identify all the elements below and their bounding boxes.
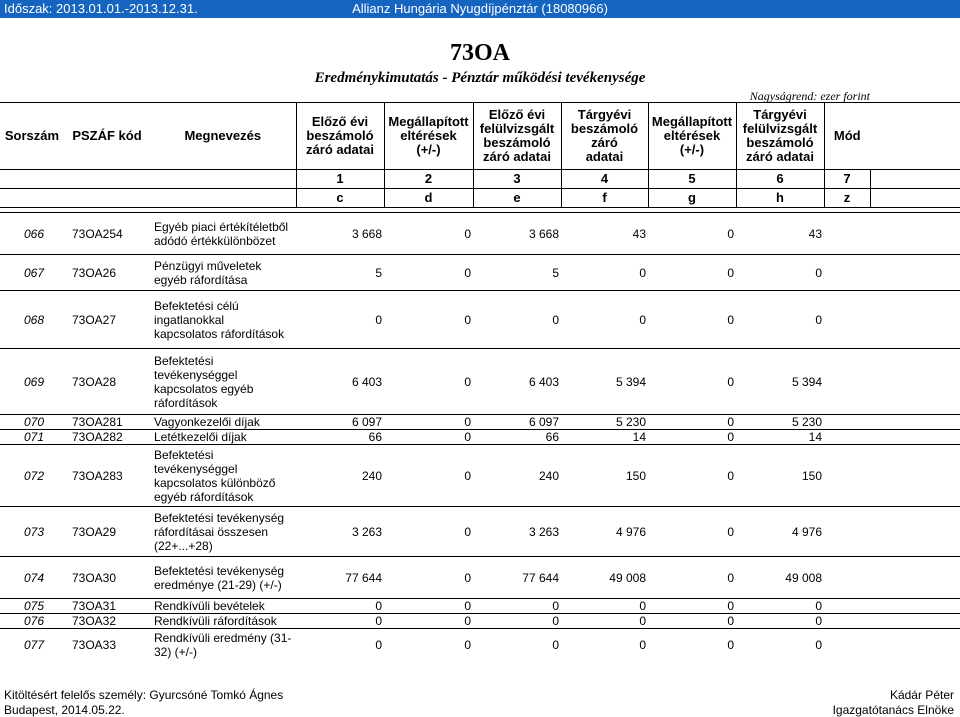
table-row bbox=[0, 349, 960, 415]
value-cell: 0 bbox=[736, 629, 824, 661]
row-name: Befektetési tevékenység ráfordításai összesen (22+...+28) bbox=[150, 507, 296, 557]
value-cell: 43 bbox=[736, 213, 824, 255]
col-number: 6 bbox=[736, 170, 824, 189]
col-header-diff-current: Megállapított eltérések (+/-) bbox=[648, 103, 736, 170]
row-name: Letétkezelői díjak bbox=[150, 430, 296, 445]
value-cell: 14 bbox=[561, 430, 648, 445]
value-cell: 5 bbox=[473, 255, 561, 291]
row-name: Rendkívüli bevételek bbox=[150, 599, 296, 614]
value-cell: 4 976 bbox=[561, 507, 648, 557]
row-code: 73OA26 bbox=[64, 255, 150, 291]
row-name: Rendkívüli eredmény (31- 32) (+/-) bbox=[150, 629, 296, 661]
row-name: Befektetési tevékenységgel kapcsolatos különböző egyéb ráfordítások bbox=[150, 445, 296, 507]
responsible-person: Kitöltésért felelős személy: Gyurcsóné Tomkó Ágnes bbox=[4, 688, 284, 702]
row-code: 73OA283 bbox=[64, 445, 150, 507]
value-cell: 0 bbox=[473, 291, 561, 349]
value-cell: 0 bbox=[736, 614, 824, 629]
place-and-date: Budapest, 2014.05.22. bbox=[4, 703, 125, 717]
value-cell: 6 403 bbox=[473, 349, 561, 415]
value-cell: 0 bbox=[384, 629, 473, 661]
value-cell: 0 bbox=[384, 445, 473, 507]
row-code: 73OA27 bbox=[64, 291, 150, 349]
value-cell: 0 bbox=[648, 507, 736, 557]
col-number: 1 bbox=[296, 170, 384, 189]
value-cell: 0 bbox=[648, 445, 736, 507]
value-cell: 0 bbox=[384, 291, 473, 349]
unit-label: Nagyságrend: ezer forint bbox=[749, 89, 870, 103]
value-cell: 0 bbox=[648, 599, 736, 614]
header-spacer bbox=[870, 103, 960, 170]
value-cell: 3 263 bbox=[473, 507, 561, 557]
table-row bbox=[0, 599, 960, 614]
value-cell: 0 bbox=[561, 599, 648, 614]
value-cell: 0 bbox=[648, 255, 736, 291]
col-header-prev-report: Előző évi beszámoló záró adatai bbox=[296, 103, 384, 170]
col-letter: z bbox=[824, 189, 870, 208]
signer-name: Kádár Péter bbox=[889, 688, 954, 702]
value-cell: 0 bbox=[648, 629, 736, 661]
value-cell: 6 403 bbox=[296, 349, 384, 415]
report-subtitle: Eredménykimutatás - Pénztár működési tevékenysége bbox=[314, 70, 646, 86]
value-cell: 6 097 bbox=[473, 415, 561, 430]
value-cell: 66 bbox=[296, 430, 384, 445]
value-cell: 0 bbox=[648, 430, 736, 445]
top-info-bar bbox=[0, 0, 960, 18]
value-cell: 0 bbox=[296, 599, 384, 614]
fund-name: Allianz Hungária Nyugdíjpénztár (18080966) bbox=[352, 1, 608, 16]
row-number: 071 bbox=[0, 430, 64, 445]
report-code-title: 73OA bbox=[450, 40, 510, 66]
table-row bbox=[0, 557, 960, 599]
table-row bbox=[0, 213, 960, 255]
value-cell: 4 976 bbox=[736, 507, 824, 557]
row-code: 73OA282 bbox=[64, 430, 150, 445]
row-name: Egyéb piaci értékítéletből adódó értékkülönbözet bbox=[150, 213, 296, 255]
value-cell: 0 bbox=[736, 255, 824, 291]
column-number-row bbox=[0, 170, 960, 189]
row-code: 73OA31 bbox=[64, 599, 150, 614]
col-header-current-audited: Tárgyévi felülvizsgált beszámoló záró adatai bbox=[736, 103, 824, 170]
signer-title: Igazgatótanács Elnöke bbox=[832, 703, 954, 717]
col-header-prev-audited: Előző évi felülvizsgált beszámoló záró adatai bbox=[473, 103, 561, 170]
row-name: Befektetési célú ingatlanokkal kapcsolatos ráfordítások bbox=[150, 291, 296, 349]
table-row bbox=[0, 614, 960, 629]
col-letter: h bbox=[736, 189, 824, 208]
value-cell: 3 668 bbox=[473, 213, 561, 255]
value-cell: 43 bbox=[561, 213, 648, 255]
value-cell: 14 bbox=[736, 430, 824, 445]
col-letter: d bbox=[384, 189, 473, 208]
row-name: Rendkívüli ráfordítások bbox=[150, 614, 296, 629]
row-number: 067 bbox=[0, 255, 64, 291]
row-number: 069 bbox=[0, 349, 64, 415]
row-number: 077 bbox=[0, 629, 64, 661]
value-cell: 0 bbox=[384, 415, 473, 430]
col-number: 4 bbox=[561, 170, 648, 189]
value-cell: 5 bbox=[296, 255, 384, 291]
value-cell: 240 bbox=[296, 445, 384, 507]
value-cell: 5 230 bbox=[561, 415, 648, 430]
value-cell: 0 bbox=[648, 614, 736, 629]
col-letter: e bbox=[473, 189, 561, 208]
value-cell: 240 bbox=[473, 445, 561, 507]
value-cell: 66 bbox=[473, 430, 561, 445]
row-name: Pénzügyi műveletek egyéb ráfordítása bbox=[150, 255, 296, 291]
row-code: 73OA33 bbox=[64, 629, 150, 661]
col-header-megnevezes: Megnevezés bbox=[150, 103, 296, 170]
value-cell: 0 bbox=[561, 614, 648, 629]
table-row bbox=[0, 445, 960, 507]
value-cell: 150 bbox=[736, 445, 824, 507]
row-code: 73OA30 bbox=[64, 557, 150, 599]
value-cell: 0 bbox=[296, 614, 384, 629]
value-cell: 0 bbox=[561, 629, 648, 661]
row-name: Befektetési tevékenység eredménye (21-29) (+/-) bbox=[150, 557, 296, 599]
col-letter: c bbox=[296, 189, 384, 208]
column-letter-row bbox=[0, 189, 960, 208]
value-cell: 0 bbox=[736, 599, 824, 614]
value-cell: 77 644 bbox=[473, 557, 561, 599]
table-row bbox=[0, 291, 960, 349]
value-cell: 0 bbox=[648, 213, 736, 255]
col-letter: f bbox=[561, 189, 648, 208]
value-cell: 0 bbox=[384, 255, 473, 291]
row-code: 73OA254 bbox=[64, 213, 150, 255]
reporting-period: Időszak: 2013.01.01.-2013.12.31. bbox=[4, 1, 198, 16]
value-cell: 0 bbox=[384, 349, 473, 415]
value-cell: 0 bbox=[384, 507, 473, 557]
value-cell: 0 bbox=[648, 291, 736, 349]
row-code: 73OA29 bbox=[64, 507, 150, 557]
value-cell: 5 394 bbox=[561, 349, 648, 415]
value-cell: 0 bbox=[648, 349, 736, 415]
value-cell: 0 bbox=[296, 629, 384, 661]
value-cell: 77 644 bbox=[296, 557, 384, 599]
value-cell: 0 bbox=[473, 599, 561, 614]
row-number: 074 bbox=[0, 557, 64, 599]
col-header-mod: Mód bbox=[824, 103, 870, 170]
value-cell: 3 668 bbox=[296, 213, 384, 255]
value-cell: 0 bbox=[648, 557, 736, 599]
value-cell: 5 230 bbox=[736, 415, 824, 430]
value-cell: 0 bbox=[384, 599, 473, 614]
col-number: 7 bbox=[824, 170, 870, 189]
col-header-current-report: Tárgyévi beszámoló záró adatai bbox=[561, 103, 648, 170]
value-cell: 0 bbox=[384, 614, 473, 629]
col-letter: g bbox=[648, 189, 736, 208]
value-cell: 6 097 bbox=[296, 415, 384, 430]
row-name: Vagyonkezelői díjak bbox=[150, 415, 296, 430]
col-number: 2 bbox=[384, 170, 473, 189]
income-statement-table bbox=[0, 102, 960, 661]
value-cell: 3 263 bbox=[296, 507, 384, 557]
value-cell: 0 bbox=[473, 629, 561, 661]
value-cell: 0 bbox=[736, 291, 824, 349]
table-row bbox=[0, 430, 960, 445]
value-cell: 0 bbox=[384, 213, 473, 255]
col-number: 5 bbox=[648, 170, 736, 189]
row-code: 73OA32 bbox=[64, 614, 150, 629]
row-number: 066 bbox=[0, 213, 64, 255]
table-row bbox=[0, 255, 960, 291]
value-cell: 0 bbox=[473, 614, 561, 629]
col-number: 3 bbox=[473, 170, 561, 189]
header-row bbox=[0, 103, 960, 170]
table-row bbox=[0, 629, 960, 661]
row-number: 070 bbox=[0, 415, 64, 430]
value-cell: 0 bbox=[384, 430, 473, 445]
value-cell: 150 bbox=[561, 445, 648, 507]
table-row bbox=[0, 415, 960, 430]
row-name: Befektetési tevékenységgel kapcsolatos egyéb ráfordítások bbox=[150, 349, 296, 415]
value-cell: 0 bbox=[561, 255, 648, 291]
row-number: 075 bbox=[0, 599, 64, 614]
value-cell: 0 bbox=[384, 557, 473, 599]
value-cell: 49 008 bbox=[736, 557, 824, 599]
row-code: 73OA28 bbox=[64, 349, 150, 415]
row-number: 073 bbox=[0, 507, 64, 557]
value-cell: 0 bbox=[296, 291, 384, 349]
col-header-sorszam: Sorszám bbox=[0, 103, 64, 170]
table-row bbox=[0, 507, 960, 557]
value-cell: 0 bbox=[648, 415, 736, 430]
value-cell: 5 394 bbox=[736, 349, 824, 415]
col-header-diff-prev: Megállapított eltérések (+/-) bbox=[384, 103, 473, 170]
row-number: 076 bbox=[0, 614, 64, 629]
row-number: 072 bbox=[0, 445, 64, 507]
value-cell: 49 008 bbox=[561, 557, 648, 599]
row-code: 73OA281 bbox=[64, 415, 150, 430]
col-header-pszaf: PSZÁF kód bbox=[64, 103, 150, 170]
row-number: 068 bbox=[0, 291, 64, 349]
value-cell: 0 bbox=[561, 291, 648, 349]
